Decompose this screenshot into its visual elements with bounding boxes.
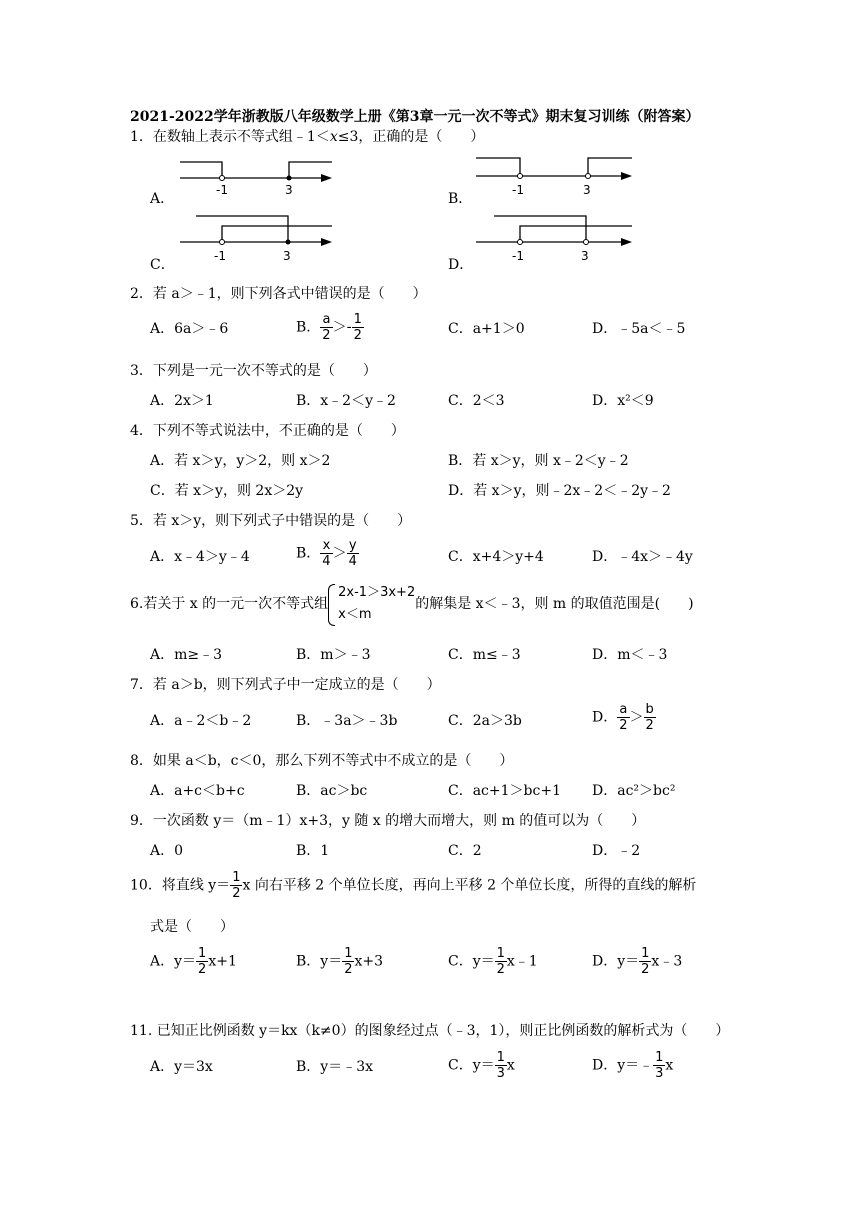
question-2-stem: 2．若 a＞﹣1，则下列各式中错误的是（ ） bbox=[130, 286, 427, 302]
q6-option-d: D．m＜﹣3 bbox=[592, 647, 668, 663]
q1-option-a-label: A． bbox=[150, 191, 175, 207]
q3-option-c: C．2＜3 bbox=[448, 393, 505, 409]
inequality-system: 2x-1＞3x+2 x＜m bbox=[328, 582, 415, 626]
tick-label-3: 3 bbox=[283, 249, 291, 263]
q1-number-line-d bbox=[472, 210, 637, 268]
q6-option-c: C．m≤﹣3 bbox=[448, 647, 521, 663]
tick-label-3: 3 bbox=[583, 183, 591, 197]
tick-label-neg1: -1 bbox=[512, 249, 524, 263]
tick-label-neg1: -1 bbox=[512, 183, 524, 197]
q2-option-a: A．6a＞﹣6 bbox=[150, 321, 229, 337]
q5-option-d: D．﹣4x＞﹣4y bbox=[592, 549, 693, 565]
fraction: $\frac{y}{4}$ bbox=[348, 538, 357, 569]
tick-label-neg1: -1 bbox=[214, 249, 226, 263]
q8-option-a: A．a+c＜b+c bbox=[150, 783, 245, 799]
question-10-stem-cont: 式是（ ） bbox=[150, 919, 234, 935]
fraction: $\frac{a}{2}$ bbox=[322, 312, 331, 343]
q9-option-a: A．0 bbox=[150, 843, 184, 859]
q4-option-a: A．若 x＞y，y＞2，则 x＞2 bbox=[150, 453, 331, 469]
question-8-stem: 8．如果 a＜b，c＜0，那么下列不等式中不成立的是（ ） bbox=[130, 753, 514, 769]
question-4-stem: 4．下列不等式说法中，不正确的是（ ） bbox=[130, 423, 405, 439]
q1-number-line-b bbox=[472, 150, 637, 198]
question-10-stem: 10．将直线 y＝ $\frac{1}{2}$ x 向右平移 2 个单位长度，再向上平移 2 个单位长度，所得的直线的解析 bbox=[130, 870, 697, 901]
q6-option-b: B．m＞﹣3 bbox=[296, 647, 371, 663]
q1-option-d-label: D． bbox=[448, 257, 474, 273]
tick-label-3: 3 bbox=[581, 249, 589, 263]
q9-option-b: B．1 bbox=[296, 843, 330, 859]
question-7-stem: 7．若 a＞b，则下列式子中一定成立的是（ ） bbox=[130, 677, 441, 693]
fraction: $\frac{1}{2}$ bbox=[198, 946, 207, 977]
q4-option-b: B．若 x＞y，则 x﹣2＜y﹣2 bbox=[448, 453, 629, 469]
fraction: $\frac{1}{2}$ bbox=[353, 312, 362, 343]
q2-option-d: D．﹣5a＜﹣5 bbox=[592, 321, 686, 337]
q6-option-a: A．m≥﹣3 bbox=[150, 647, 223, 663]
fraction: $\frac{b}{2}$ bbox=[645, 702, 654, 733]
q2-option-c: C．a+1＞0 bbox=[448, 321, 525, 337]
fraction: $\frac{x}{4}$ bbox=[322, 538, 331, 569]
q4-option-d: D．若 x＞y，则﹣2x﹣2＜﹣2y﹣2 bbox=[448, 483, 671, 499]
page-title: 2021-2022学年浙教版八年级数学上册《第3章一元一次不等式》期末复习训练（附答案） bbox=[130, 109, 700, 125]
q8-option-b: B．ac＞bc bbox=[296, 783, 368, 799]
q1-number-line-c bbox=[172, 210, 337, 268]
q11-option-c: C．y＝ $\frac{1}{3}$ x bbox=[448, 1050, 515, 1081]
question-5-stem: 5．若 x＞y，则下列式子中错误的是（ ） bbox=[130, 513, 412, 529]
q5-option-a: A．x﹣4＞y﹣4 bbox=[150, 549, 250, 565]
fraction: $\frac{1}{2}$ bbox=[344, 946, 353, 977]
fraction: $\frac{1}{3}$ bbox=[496, 1050, 505, 1081]
q11-option-d: D．y＝﹣ $\frac{1}{3}$ x bbox=[592, 1050, 674, 1081]
q1-option-b-label: B． bbox=[448, 191, 473, 207]
q8-option-c: C．ac+1＞bc+1 bbox=[448, 783, 561, 799]
q10-option-b: B．y＝ $\frac{1}{2}$ x+3 bbox=[296, 946, 384, 977]
tick-label-neg1: -1 bbox=[216, 183, 228, 197]
question-9-stem: 9．一次函数 y＝（m﹣1）x+3，y 随 x 的增大而增大，则 m 的值可以为（ ） bbox=[130, 813, 646, 829]
q10-option-d: D．y＝ $\frac{1}{2}$ x﹣3 bbox=[592, 946, 683, 977]
q5-option-c: C．x+4＞y+4 bbox=[448, 549, 544, 565]
q2-option-b: B． $\frac{a}{2}$ ＞- $\frac{1}{2}$ bbox=[296, 312, 362, 343]
q5-option-b: B． $\frac{x}{4}$ ＞ $\frac{y}{4}$ bbox=[296, 538, 357, 569]
q7-option-a: A．a﹣2＜b﹣2 bbox=[150, 713, 252, 729]
q9-option-c: C．2 bbox=[448, 843, 482, 859]
fraction: $\frac{1}{3}$ bbox=[655, 1050, 664, 1081]
fraction: $\frac{1}{2}$ bbox=[641, 946, 650, 977]
q3-option-b: B．x﹣2＜y﹣2 bbox=[296, 393, 396, 409]
fraction: $\frac{a}{2}$ bbox=[619, 702, 628, 733]
q10-option-c: C．y＝ $\frac{1}{2}$ x﹣1 bbox=[448, 946, 538, 977]
q10-option-a: A．y＝ $\frac{1}{2}$ x+1 bbox=[150, 946, 237, 977]
q11-option-a: A．y＝3x bbox=[150, 1059, 213, 1075]
fraction: $\frac{1}{2}$ bbox=[232, 870, 241, 901]
tick-label-3: 3 bbox=[285, 183, 293, 197]
q7-option-b: B．﹣3a＞﹣3b bbox=[296, 713, 398, 729]
fraction: $\frac{1}{2}$ bbox=[496, 946, 505, 977]
q7-option-c: C．2a＞3b bbox=[448, 713, 522, 729]
question-11-stem: 11. 已知正比例函数 y＝kx（k≠0）的图象经过点（﹣3，1），则正比例函数的解析式为（ ） bbox=[130, 1023, 730, 1039]
question-3-stem: 3．下列是一元一次不等式的是（ ） bbox=[130, 363, 377, 379]
q9-option-d: D．﹣2 bbox=[592, 843, 641, 859]
q3-option-a: A．2x＞1 bbox=[150, 393, 214, 409]
q11-option-b: B．y＝﹣3x bbox=[296, 1059, 373, 1075]
q1-option-c-label: C． bbox=[150, 257, 175, 273]
q7-option-d: D． $\frac{a}{2}$ ＞ $\frac{b}{2}$ bbox=[592, 702, 654, 733]
q3-option-d: D．x²＜9 bbox=[592, 393, 654, 409]
q4-option-c: C．若 x＞y，则 2x＞2y bbox=[150, 483, 304, 499]
question-1-stem: 1．在数轴上表示不等式组﹣1＜x≤3，正确的是（ ） bbox=[130, 129, 485, 145]
question-6-stem: 6.若关于 x 的一元一次不等式组 2x-1＞3x+2 x＜m 的解集是 x＜﹣3，则 m 的取值范围是( ) bbox=[130, 582, 694, 626]
q8-option-d: D．ac²＞bc² bbox=[592, 783, 676, 799]
q1-number-line-a bbox=[172, 154, 337, 200]
